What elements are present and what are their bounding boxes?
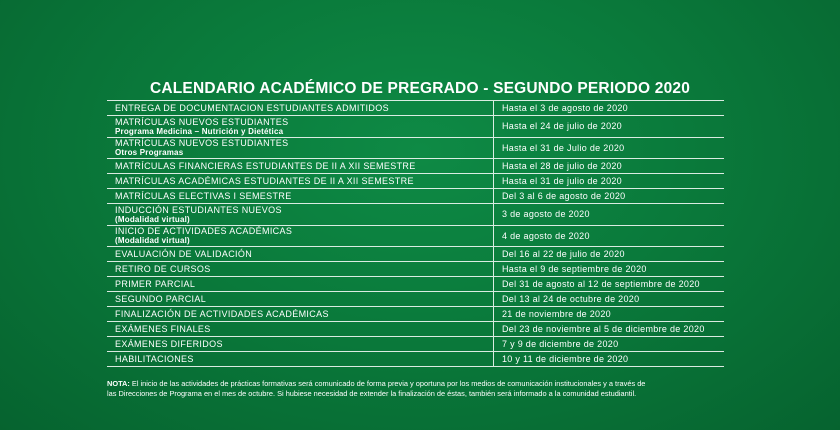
activity-label: HABILITACIONES bbox=[115, 354, 194, 364]
activity-cell bbox=[107, 322, 494, 336]
table-row bbox=[107, 204, 724, 226]
date-cell: 4 de agosto de 2020 bbox=[502, 230, 590, 241]
date-cell: Del 3 al 6 de agosto de 2020 bbox=[502, 191, 626, 201]
activity-label: PRIMER PARCIAL bbox=[115, 279, 196, 289]
table-row bbox=[107, 262, 724, 277]
date-cell: Del 16 al 22 de julio de 2020 bbox=[502, 249, 625, 259]
date-cell: Hasta el 31 de Julio de 2020 bbox=[502, 142, 625, 153]
activity-label: RETIRO DE CURSOS bbox=[115, 264, 211, 274]
activity-cell bbox=[107, 262, 494, 276]
activity-cell bbox=[107, 307, 494, 321]
table-row bbox=[107, 292, 724, 307]
activity-label: ENTREGA DE DOCUMENTACION ESTUDIANTES ADMITIDOS bbox=[115, 103, 389, 113]
activity-label: MATRÍCULAS FINANCIERAS ESTUDIANTES DE II A XII SEMESTRE bbox=[115, 161, 416, 171]
activity-sublabel: Programa Medicina – Nutrición y Dietética bbox=[115, 126, 284, 136]
table-row bbox=[107, 277, 724, 292]
activity-label: MATRÍCULAS NUEVOS ESTUDIANTES bbox=[115, 138, 289, 149]
date-cell: Del 31 de agosto al 12 de septiembre de 2020 bbox=[502, 279, 700, 289]
table-row bbox=[107, 322, 724, 337]
activity-cell bbox=[107, 116, 494, 137]
activity-cell bbox=[107, 101, 494, 115]
activity-cell bbox=[107, 247, 494, 261]
calendar-title: CALENDARIO ACADÉMICO DE PREGRADO - SEGUNDO PERIODO 2020 bbox=[149, 80, 691, 97]
activity-cell bbox=[107, 159, 494, 173]
note-line-2: las Direcciones de Programa en el mes de octubre. Si hubiese necesidad de extender la finalización de éstas, también será informado a la comunidad estudiantil. bbox=[107, 389, 637, 398]
table-row bbox=[107, 352, 724, 367]
activity-label: INDUCCIÓN ESTUDIANTES NUEVOS bbox=[115, 204, 282, 215]
activity-cell bbox=[107, 138, 494, 159]
activity-label: MATRÍCULAS NUEVOS ESTUDIANTES bbox=[115, 116, 289, 127]
activity-sublabel: (Modalidad virtual) bbox=[115, 236, 190, 246]
date-cell: Hasta el 28 de julio de 2020 bbox=[502, 161, 622, 171]
activity-label: EVALUACIÓN DE VALIDACIÓN bbox=[115, 249, 253, 259]
date-cell: 7 y 9 de diciembre de 2020 bbox=[502, 339, 619, 349]
activity-cell bbox=[107, 292, 494, 306]
table-row bbox=[107, 247, 724, 262]
activity-label: EXÁMENES DIFERIDOS bbox=[115, 339, 223, 349]
activity-cell bbox=[107, 226, 494, 247]
activity-cell bbox=[107, 204, 494, 225]
activity-label: MATRÍCULAS ACADÉMICAS ESTUDIANTES DE II A XII SEMESTRE bbox=[115, 176, 414, 186]
activity-label: SEGUNDO PARCIAL bbox=[115, 294, 207, 304]
table-row bbox=[107, 307, 724, 322]
activity-label: FINALIZACIÓN DE ACTIVIDADES ACADÉMICAS bbox=[115, 309, 329, 319]
table-row bbox=[107, 159, 724, 174]
note-text bbox=[107, 379, 737, 399]
activity-sublabel: Otros Programas bbox=[115, 148, 184, 158]
table-row bbox=[107, 189, 724, 204]
date-cell: Hasta el 3 de agosto de 2020 bbox=[502, 103, 628, 113]
date-cell: Del 23 de noviembre al 5 de diciembre de 2020 bbox=[502, 324, 705, 334]
note-line-1: El inicio de las actividades de prácticas formativas será comunicado de forma previa y oportuna por los medios de comunicación institucionales y a través de bbox=[129, 379, 646, 388]
table-row bbox=[107, 116, 724, 138]
activity-cell bbox=[107, 277, 494, 291]
table-row bbox=[107, 337, 724, 352]
date-cell: 10 y 11 de diciembre de 2020 bbox=[502, 354, 629, 364]
table-row bbox=[107, 174, 724, 189]
activity-label: EXÁMENES FINALES bbox=[115, 324, 211, 334]
activity-sublabel: (Modalidad virtual) bbox=[115, 214, 190, 224]
calendar-table bbox=[107, 100, 724, 367]
note-prefix: NOTA: bbox=[107, 379, 130, 388]
activity-cell bbox=[107, 189, 494, 203]
date-cell: Hasta el 9 de septiembre de 2020 bbox=[502, 264, 647, 274]
date-cell: Del 13 al 24 de octubre de 2020 bbox=[502, 294, 640, 304]
table-row bbox=[107, 138, 724, 160]
date-cell: 21 de noviembre de 2020 bbox=[502, 309, 611, 319]
activity-cell bbox=[107, 174, 494, 188]
date-cell: Hasta el 24 de julio de 2020 bbox=[502, 121, 622, 132]
activity-label: INICIO DE ACTIVIDADES ACADÉMICAS bbox=[115, 226, 293, 237]
activity-cell bbox=[107, 352, 494, 366]
activity-cell bbox=[107, 337, 494, 351]
table-row bbox=[107, 101, 724, 116]
date-cell: Hasta el 31 de julio de 2020 bbox=[502, 176, 622, 186]
activity-label: MATRÍCULAS ELECTIVAS I SEMESTRE bbox=[115, 191, 292, 201]
date-cell: 3 de agosto de 2020 bbox=[502, 209, 590, 220]
table-row bbox=[107, 226, 724, 248]
